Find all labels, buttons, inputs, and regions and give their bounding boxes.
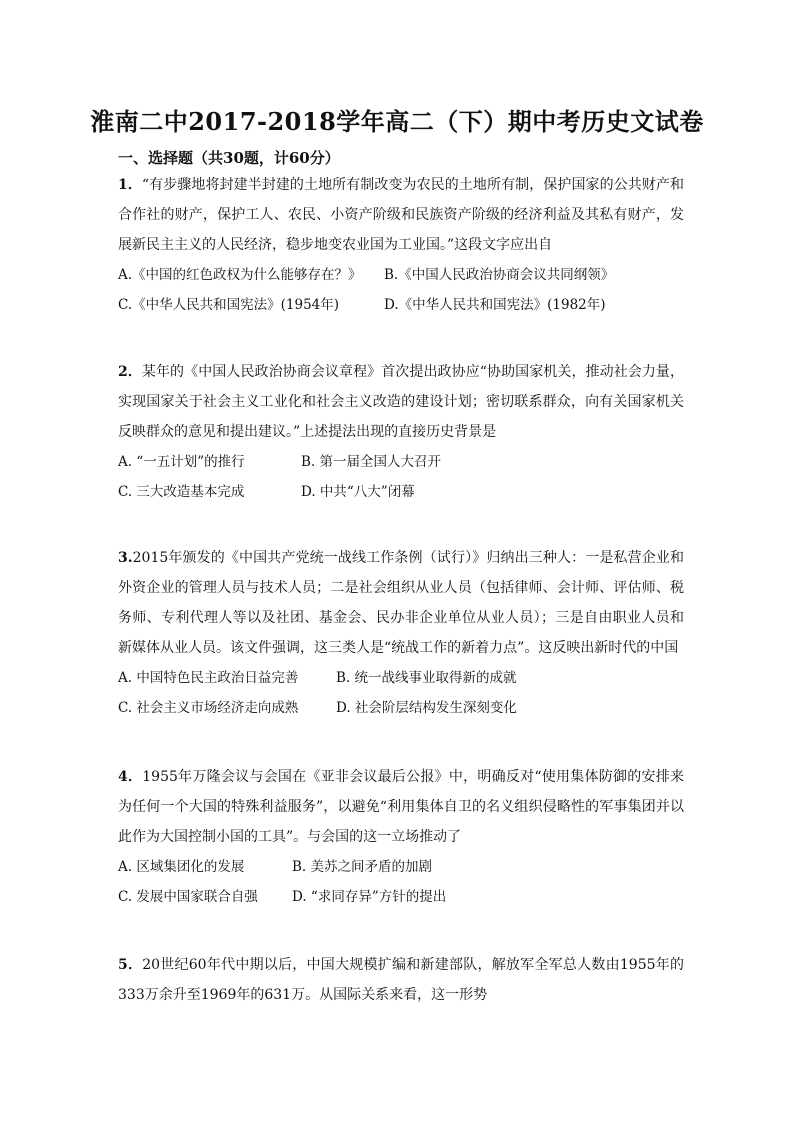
question-number: 2． <box>118 364 142 380</box>
option-b[interactable]: B. 统一战线事业取得新的成就 <box>336 670 517 686</box>
option-b[interactable]: B.《中国人民政治协商会议共同纲领》 <box>384 267 615 283</box>
question-stem <box>118 950 684 1010</box>
options-row <box>118 852 684 882</box>
question-number: 1． <box>118 177 142 193</box>
section-heading: 一、选择题（共30题，计60分） <box>118 149 340 167</box>
question-text: 某年的《中国人民政治协商会议章程》首次提出政协应“协助国家机关，推动社会力量，实现国家关于社会主义工业化和社会主义改造的建设计划；密切联系群众，向有关国家机关反映群众的意见和提出建议。”上述提法出现的直接历史背景是 <box>118 364 685 440</box>
question-number: 4． <box>118 769 143 785</box>
question-stem <box>118 357 684 447</box>
page-title: 淮南二中2017-2018学年高二（下）期中考历史文试卷 <box>90 107 704 136</box>
options-row <box>118 693 684 723</box>
option-d[interactable]: D. “求同存异”方针的提出 <box>292 889 447 905</box>
option-d[interactable]: D. 中共“八大”闭幕 <box>301 484 415 500</box>
question-2 <box>118 357 684 507</box>
question-4 <box>118 762 684 912</box>
options-row <box>118 447 684 477</box>
option-a[interactable]: A. 区域集团化的发展 <box>118 859 245 875</box>
options-row <box>118 260 684 290</box>
question-text: “有步骤地将封建半封建的土地所有制改变为农民的土地所有制，保护国家的公共财产和合作社的财产，保护工人、农民、小资产阶级和民族资产阶级的经济利益及其私有财产，发展新民主主义的人民经济，稳步地变农业国为工业国。”这段文字应出自 <box>118 177 685 253</box>
question-stem <box>118 170 684 260</box>
option-d[interactable]: D.《中华人民共和国宪法》(1982年) <box>384 297 606 313</box>
question-stem <box>118 543 684 663</box>
question-text: 1955年万隆会议与会国在《亚非会议最后公报》中，明确反对“使用集体防御的安排来为任何一个大国的特殊利益服务”，以避免“利用集体自卫的名义组织侵略性的军事集团并以此作为大国控制小国的工具”。与会国的这一立场推动了 <box>118 769 684 845</box>
option-a[interactable]: A. 中国特色民主政治日益完善 <box>118 670 299 686</box>
question-number: 5． <box>118 957 143 973</box>
option-b[interactable]: B. 美苏之间矛盾的加剧 <box>292 859 433 875</box>
option-c[interactable]: C. 发展中国家联合自强 <box>118 889 258 905</box>
question-stem <box>118 762 684 852</box>
question-1 <box>118 170 684 320</box>
question-text: 20世纪60年代中期以后，中国大规模扩编和新建部队，解放军全军总人数由1955年的333万余升至1969年的631万。从国际关系来看，这一形势 <box>118 957 684 1003</box>
options-row <box>118 477 684 507</box>
option-c[interactable]: C. 三大改造基本完成 <box>118 484 245 500</box>
option-a[interactable]: A. “一五计划”的推行 <box>118 454 245 470</box>
question-number: 3. <box>118 550 133 566</box>
question-text: 2015年颁发的《中国共产党统一战线工作条例（试行）》归纳出三种人：一是私营企业和外资企业的管理人员与技术人员；二是社会组织从业人员（包括律师、会计师、评估师、税务师、专利代理人等以及社团、基金会、民办非企业单位从业人员）；三是自由职业人员和新媒体从业人员。该文件强调，这三类人是“统战工作的新着力点”。这反映出新时代的中国 <box>118 550 684 656</box>
option-b[interactable]: B. 第一届全国人大召开 <box>301 454 442 470</box>
question-3 <box>118 543 684 723</box>
option-a[interactable]: A.《中国的红色政权为什么能够存在？》 <box>118 267 362 283</box>
option-d[interactable]: D. 社会阶层结构发生深刻变化 <box>336 700 517 716</box>
options-row <box>118 882 684 912</box>
options-row <box>118 290 684 320</box>
option-c[interactable]: C. 社会主义市场经济走向成熟 <box>118 700 299 716</box>
question-5 <box>118 950 684 1010</box>
option-c[interactable]: C.《中华人民共和国宪法》(1954年) <box>118 297 340 313</box>
options-row <box>118 663 684 693</box>
